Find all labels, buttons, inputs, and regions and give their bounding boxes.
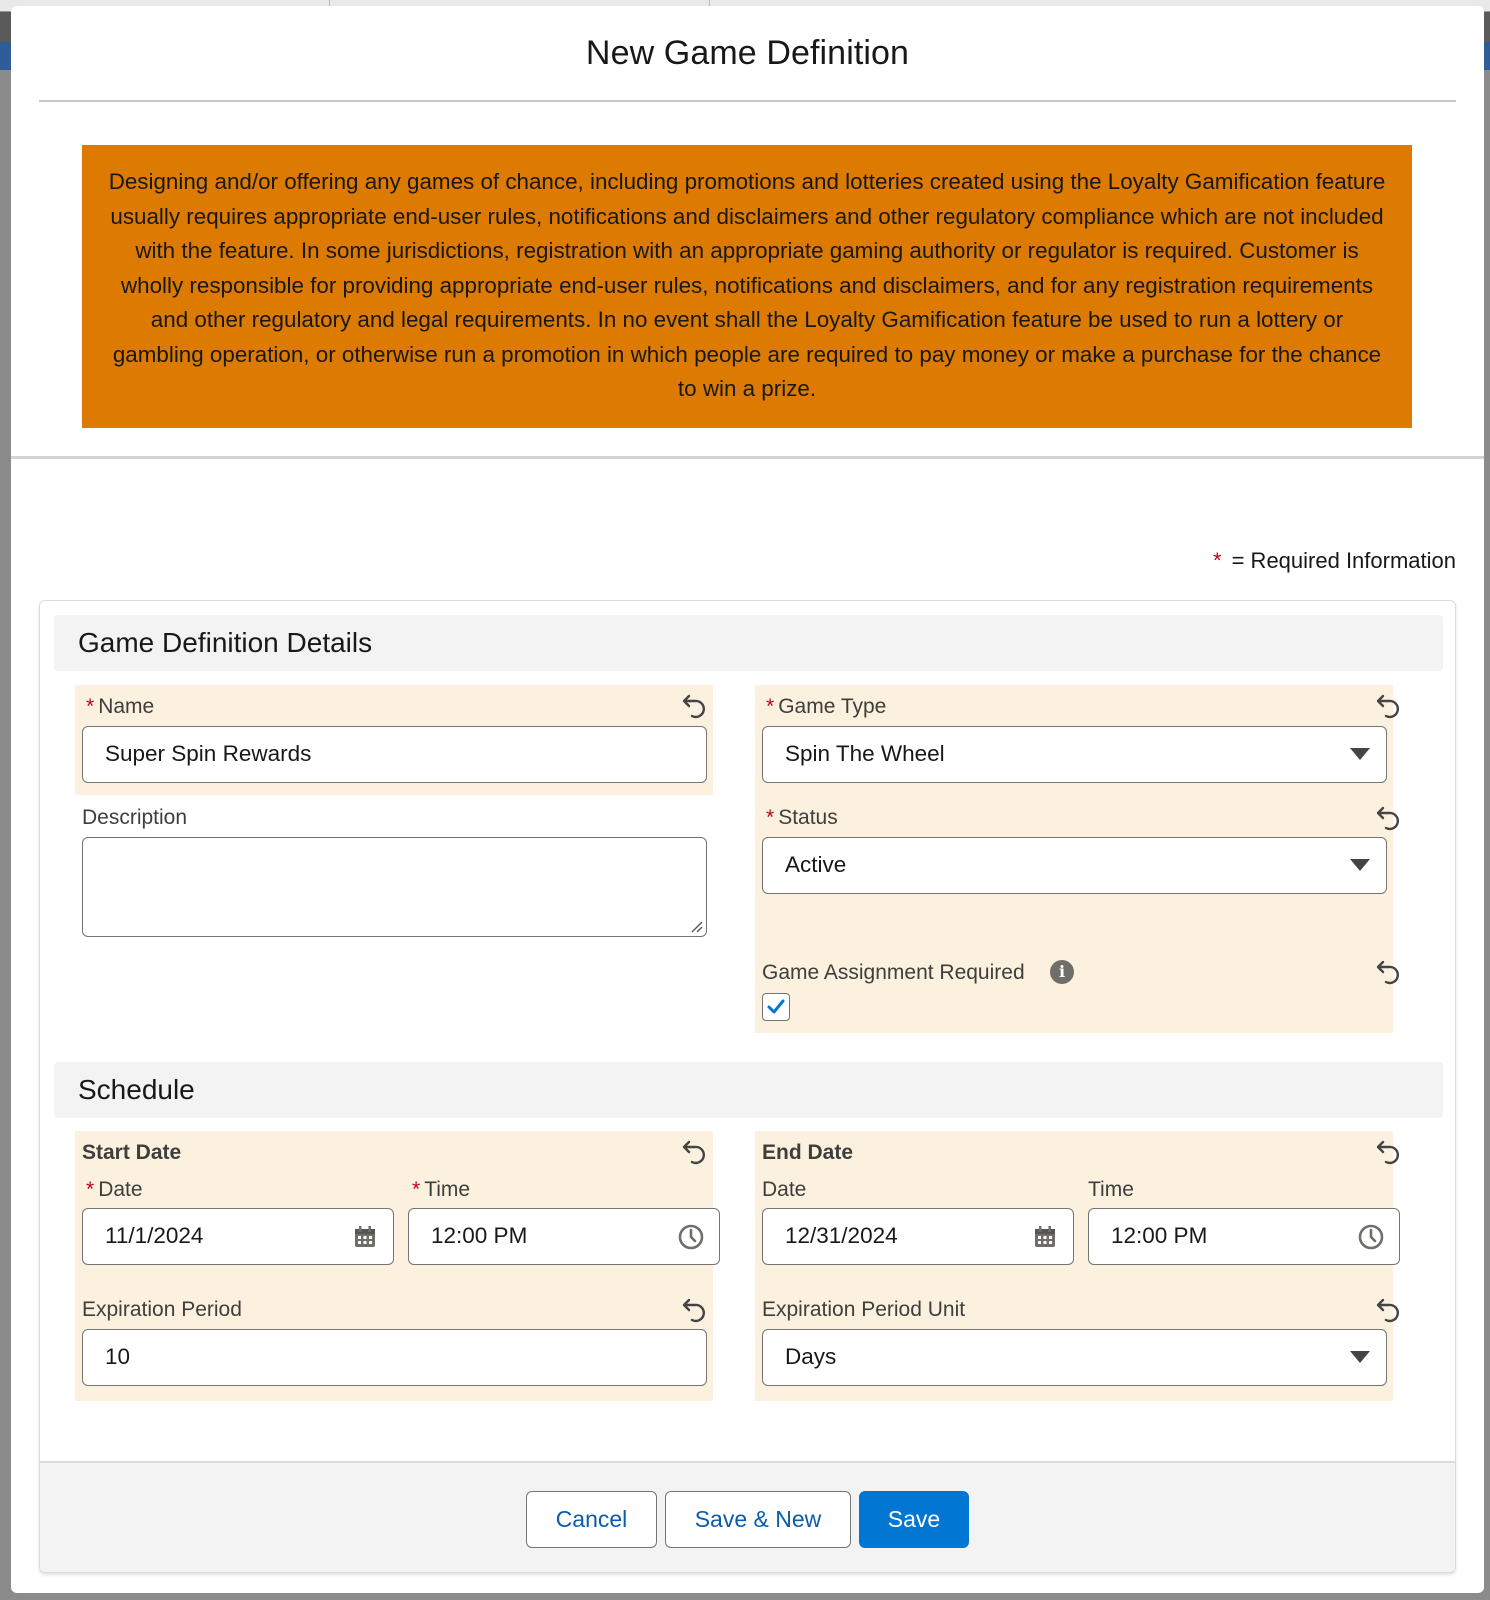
header-divider — [11, 456, 1484, 459]
game-assignment-required-checkbox[interactable] — [762, 993, 790, 1021]
end-date-input[interactable] — [762, 1208, 1074, 1265]
resize-handle-icon[interactable] — [689, 919, 703, 933]
name-input[interactable]: Super Spin Rewards — [82, 726, 707, 783]
modal-title: New Game Definition — [585, 33, 910, 72]
undo-icon[interactable] — [680, 1295, 708, 1323]
start-date-input[interactable] — [82, 1208, 394, 1265]
expiration-period-unit-select[interactable] — [762, 1329, 1387, 1386]
status-label: * Status — [766, 806, 838, 829]
game-assignment-required-label: Game Assignment Required — [762, 961, 1025, 984]
calendar-icon[interactable] — [1031, 1223, 1059, 1251]
check-icon — [766, 997, 786, 1017]
gaming-compliance-warning: Designing and/or offering any games of chance, including promotions and lotteries created using the Loyalty Gamification feature usually requires appropriate end-user rules, notifications and disclaimers and other regulatory compliance which are not included with the feature. In some jurisdictions, registration with an appropriate gaming authority or regulator is required. Customer is wholly responsible for providing appropriate end-user rules, notifications and disclaimers, and for any registration requirements and other regulatory and legal requirements. In no event shall the Loyalty Gamification feature be used to run a lottery or gambling operation, or otherwise run a promotion in which people are required to pay money or make a purchase for the chance to win a prize. — [82, 145, 1412, 428]
expiration-period-input[interactable]: 10 — [82, 1329, 707, 1386]
undo-icon[interactable] — [1374, 803, 1402, 831]
expiration-period-unit-value: Days — [785, 1344, 837, 1369]
required-star: * — [1213, 548, 1222, 573]
chevron-down-icon — [1350, 859, 1370, 871]
save-button[interactable]: Save — [859, 1491, 969, 1548]
end-time-label: Time — [1088, 1178, 1134, 1201]
section-header-schedule[interactable]: Schedule — [54, 1062, 1443, 1118]
end-time-value: 12:00 PM — [1111, 1223, 1208, 1248]
modal-header — [39, 6, 1456, 102]
start-time-label: * Time — [412, 1178, 471, 1201]
section-header-game-definition-details[interactable]: Game Definition Details — [54, 615, 1443, 671]
undo-icon[interactable] — [680, 691, 708, 719]
cancel-button[interactable]: Cancel — [526, 1491, 657, 1548]
description-textarea[interactable] — [82, 837, 707, 937]
required-information-text: = Required Information — [1231, 548, 1456, 573]
expiration-period-unit-label: Expiration Period Unit — [762, 1298, 966, 1321]
undo-icon[interactable] — [1374, 1295, 1402, 1323]
save-and-new-button[interactable]: Save & New — [665, 1491, 851, 1548]
game-type-value: Spin The Wheel — [785, 741, 945, 766]
end-date-value: 12/31/2024 — [785, 1223, 898, 1248]
start-date-group-label: Start Date — [82, 1141, 182, 1164]
expiration-period-label: Expiration Period — [82, 1298, 242, 1321]
undo-icon[interactable] — [680, 1137, 708, 1165]
new-game-definition-modal — [11, 6, 1484, 1593]
start-date-label: * Date — [86, 1178, 143, 1201]
chevron-down-icon — [1350, 748, 1370, 760]
undo-icon[interactable] — [1374, 957, 1402, 985]
description-label: Description — [82, 806, 188, 829]
status-select[interactable] — [762, 837, 1387, 894]
form-card — [39, 600, 1456, 1573]
clock-icon[interactable] — [677, 1223, 705, 1251]
start-date-value: 11/1/2024 — [105, 1223, 204, 1248]
end-time-input[interactable] — [1088, 1208, 1400, 1265]
end-date-group-label: End Date — [762, 1141, 854, 1164]
clock-icon[interactable] — [1357, 1223, 1385, 1251]
calendar-icon[interactable] — [351, 1223, 379, 1251]
start-time-input[interactable] — [408, 1208, 720, 1265]
undo-icon[interactable] — [1374, 691, 1402, 719]
undo-icon[interactable] — [1374, 1137, 1402, 1165]
name-label: * Name — [86, 695, 155, 718]
status-value: Active — [785, 852, 847, 877]
required-information-legend — [1213, 548, 1456, 574]
info-icon[interactable]: i — [1050, 960, 1074, 984]
modal-footer — [40, 1461, 1456, 1573]
game-type-select[interactable] — [762, 726, 1387, 783]
game-type-label: * Game Type — [766, 695, 887, 718]
chevron-down-icon — [1350, 1351, 1370, 1363]
end-date-label: Date — [762, 1178, 807, 1201]
start-time-value: 12:00 PM — [431, 1223, 528, 1248]
